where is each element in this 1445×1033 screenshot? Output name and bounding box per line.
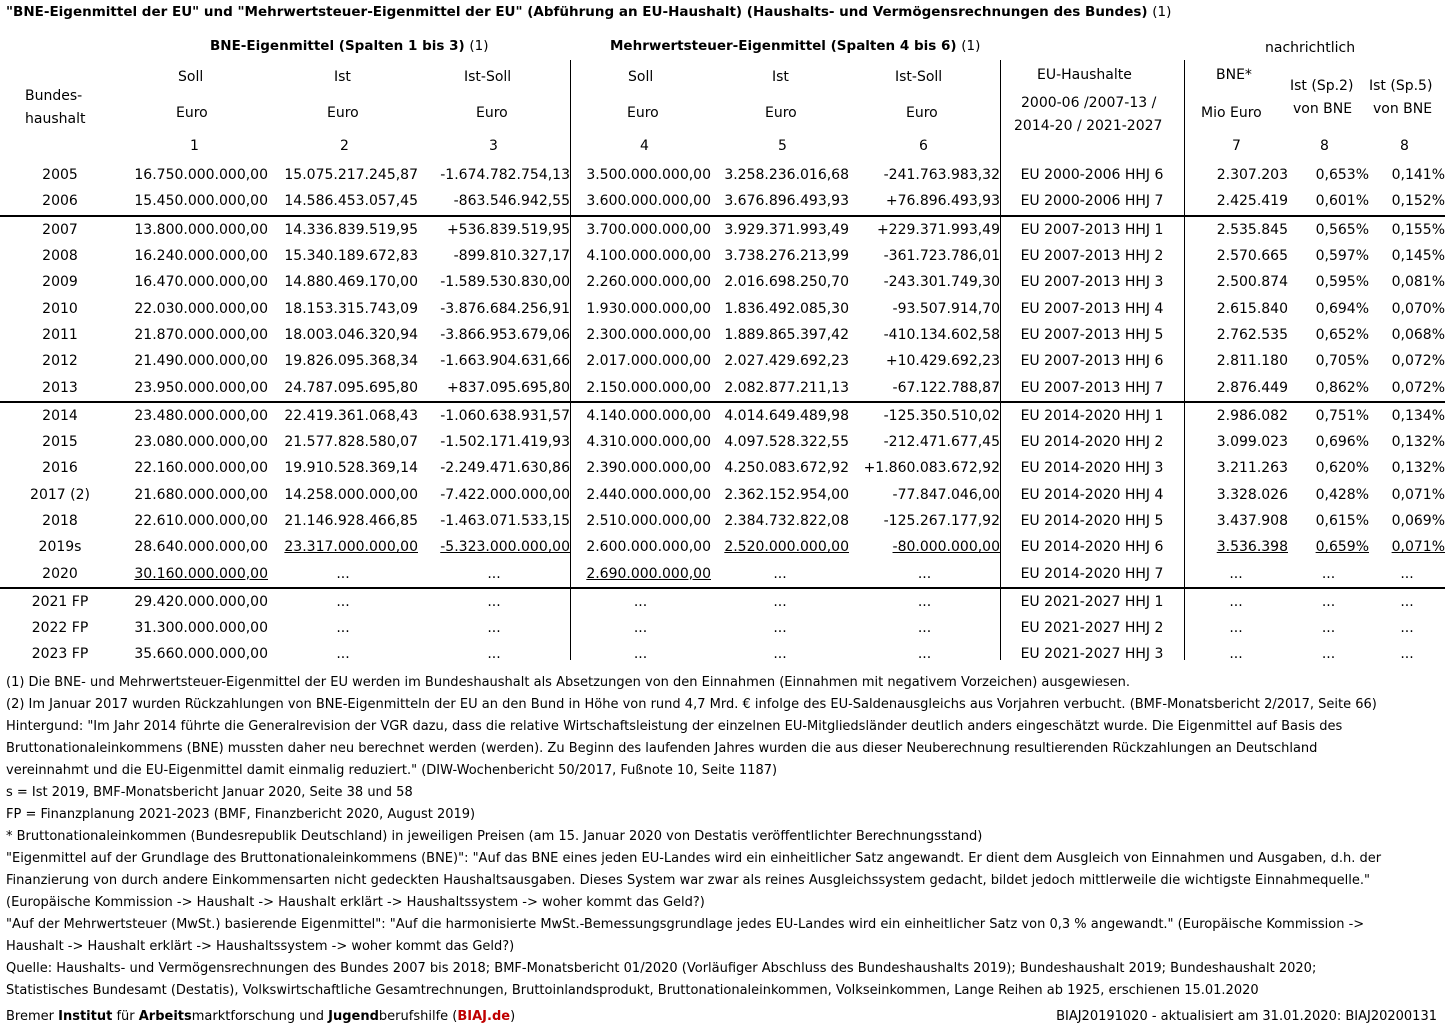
- row-label: 2016: [42, 460, 78, 477]
- table-cell: EU 2021-2027 HHJ 3: [1020, 646, 1164, 663]
- header-euro-4: Euro: [627, 105, 659, 121]
- table-cell: ...: [1288, 588, 1369, 615]
- row-label: 2006: [42, 193, 78, 210]
- row-label: 2018: [42, 513, 78, 529]
- table-cell: 35.660.000.000,00: [134, 646, 268, 663]
- table-cell: -7.422.000.000,00: [440, 486, 570, 503]
- table-cell: 0,620%: [1315, 460, 1369, 477]
- header-colnum-7: 7: [1232, 138, 1241, 154]
- table-cell: 31.300.000.000,00: [134, 620, 268, 637]
- table-row: [0, 534, 1445, 560]
- table-cell: EU 2007-2013 HHJ 2: [1020, 248, 1164, 265]
- footnote-line: s = Ist 2019, BMF-Monatsbericht Januar 2020, Seite 38 und 58: [6, 785, 413, 800]
- table-cell: 0,068%: [1391, 326, 1445, 343]
- table-cell: ...: [773, 565, 787, 582]
- table-row: [0, 188, 1445, 215]
- table-cell: 21.680.000.000,00: [134, 486, 268, 503]
- table-cell: 2.520.000.000,00: [724, 539, 849, 556]
- table-cell: EU 2007-2013 HHJ 6: [1020, 353, 1164, 370]
- table-cell: -212.471.677,45: [883, 434, 1000, 451]
- table-cell: 0,653%: [1315, 167, 1369, 184]
- page-title: "BNE-Eigenmittel der EU" und "Mehrwertsteuer-Eigenmittel der EU" (Abführung an EU-Haushalt) (Haushalts- und Vermögensrechnungen des Bundes) (1): [6, 4, 1172, 20]
- table-cell: 0,132%: [1391, 434, 1445, 451]
- header-eu-periods-2: 2014-20 / 2021-2027: [1014, 118, 1163, 134]
- table-cell: ...: [773, 620, 787, 637]
- table-cell: -3.876.684.256,91: [440, 300, 570, 317]
- footnotes: [6, 672, 1438, 1002]
- row-label: 2012: [42, 353, 78, 370]
- table-cell: 21.490.000.000,00: [134, 353, 268, 370]
- table-row: [0, 615, 1445, 641]
- table-cell: +10.429.692,23: [885, 353, 1000, 370]
- header-von-bne-2: von BNE: [1373, 101, 1433, 117]
- table-cell: EU 2007-2013 HHJ 3: [1020, 274, 1164, 291]
- table-cell: 0,132%: [1391, 460, 1445, 477]
- group-header-bne: BNE-Eigenmittel (Spalten 1 bis 3) (1): [210, 38, 489, 54]
- table-cell: 2.425.419: [1216, 193, 1288, 210]
- footnote-line: vereinnahmt und die EU-Eigenmittel damit einmalig reduziert." (DIW-Wochenbericht 50/2017, Fußnote 10, Seite 1187): [6, 763, 778, 778]
- table-cell: 14.880.469.170,00: [284, 274, 418, 291]
- header-ist-5: Ist: [772, 69, 789, 85]
- table-cell: 0,597%: [1315, 248, 1369, 265]
- table-cell: ...: [633, 620, 648, 637]
- header-colnum-2: 2: [340, 138, 349, 154]
- table-cell: 30.160.000.000,00: [134, 565, 268, 582]
- table-cell: 24.787.095.695,80: [284, 379, 418, 396]
- table-cell: ...: [1321, 565, 1336, 582]
- header-euro-5: Euro: [765, 105, 797, 121]
- table-row: [0, 374, 1445, 401]
- footnote-line: Statistisches Bundesamt (Destatis), Volkswirtschaftliche Gesamtrechnungen, Bruttoinlandsprodukt, Bruttonationaleinkommen, Volkseinkommen, Lange Reihen ab 1925, erschienen 15.01.2020: [6, 983, 1259, 998]
- table-cell: ...: [917, 565, 932, 582]
- table-cell: -5.323.000.000,00: [440, 539, 570, 556]
- header-istsoll-6: Ist-Soll: [895, 69, 943, 85]
- table-cell: 0,428%: [1315, 486, 1369, 503]
- table-row: [0, 295, 1445, 321]
- table-cell: 2.017.000.000,00: [586, 353, 711, 370]
- table-cell: -2.249.471.630,86: [440, 460, 570, 477]
- row-label: 2013: [42, 379, 78, 396]
- table-row: [0, 429, 1445, 455]
- table-cell: 0,696%: [1315, 434, 1369, 451]
- header-colnum-3: 3: [489, 138, 498, 154]
- header-bundeshaushalt-1: Bundes-: [25, 88, 83, 104]
- table-cell: 2.876.449: [1216, 379, 1288, 396]
- table-cell: 15.340.189.672,83: [284, 248, 418, 265]
- table-cell: 0,081%: [1391, 274, 1445, 291]
- table-cell: -1.589.530.830,00: [440, 274, 570, 291]
- row-label: 2019s: [38, 539, 82, 556]
- table-cell: 16.750.000.000,00: [134, 167, 268, 184]
- footer-credit: Bremer Institut für Arbeitsmarktforschung und Jugendberufshilfe (BIAJ.de): [6, 1009, 516, 1024]
- header-colnum-4: 4: [640, 138, 649, 154]
- table-cell: EU 2014-2020 HHJ 2: [1020, 434, 1164, 451]
- table-cell: -1.060.638.931,57: [418, 402, 570, 429]
- table-cell: 4.140.000.000,00: [570, 402, 711, 429]
- table-cell: -1.502.171.419,93: [440, 434, 570, 451]
- table-cell: 0,141%: [1391, 167, 1445, 184]
- footnote-line: Hintergund: "Im Jahr 2014 führte die Generalrevision der VGR dazu, dass die relative Wirtschaftsleistung der einzelnen EU-Mitgliedsländer deutlich anders eingeschätzt wurde. Die Eigenmittel auf Basis des: [6, 719, 1343, 734]
- table-cell: 22.419.361.068,43: [268, 402, 418, 429]
- table-cell: 1.836.492.085,30: [724, 300, 849, 317]
- table-cell: -80.000.000,00: [892, 539, 1000, 556]
- row-label: 2014: [0, 402, 120, 429]
- table-cell: 2.390.000.000,00: [586, 460, 711, 477]
- table-cell: -3.866.953.679,06: [440, 326, 570, 343]
- row-label: 2005: [42, 167, 78, 184]
- table-row: [0, 402, 1445, 429]
- header-eu-periods-1: 2000-06 /2007-13 /: [1021, 95, 1157, 111]
- table-cell: 3.099.023: [1216, 434, 1288, 451]
- table-cell: ...: [336, 565, 350, 582]
- table-cell: ...: [487, 565, 501, 582]
- table-cell: ...: [336, 646, 350, 663]
- table-cell: EU 2007-2013 HHJ 4: [1020, 300, 1164, 317]
- table-cell: 2.027.429.692,23: [724, 353, 849, 370]
- header-colnum-8b: 8: [1400, 138, 1409, 154]
- table-cell: ...: [1400, 620, 1414, 637]
- table-cell: ...: [487, 620, 501, 637]
- table-cell: 14.258.000.000,00: [284, 486, 418, 503]
- table-cell: +1.860.083.672,92: [863, 460, 1000, 477]
- header-istsoll-3: Ist-Soll: [464, 69, 512, 85]
- table-cell: ...: [711, 588, 849, 615]
- table-cell: 3.700.000.000,00: [570, 216, 711, 243]
- table-cell: 3.676.896.493,93: [724, 193, 849, 210]
- footnote-line: Haushalt -> Haushalt erklärt -> Haushaltssystem -> woher kommt das Geld?): [6, 939, 515, 954]
- table-row: [0, 588, 1445, 615]
- table-cell: ...: [1321, 620, 1336, 637]
- table-row: [0, 348, 1445, 374]
- footnote-line: "Eigenmittel auf der Grundlage des Bruttonationaleinkommens (BNE)": "Auf das BNE eines jeden EU-Landes wird ein einheitlicher Satz angewandt. Er dient dem Ausgleich von Einnahmen und Ausgaben, d.h. der: [6, 851, 1382, 866]
- table-cell: ...: [849, 588, 1000, 615]
- table-cell: 2.600.000.000,00: [586, 539, 711, 556]
- table-cell: +76.896.493,93: [885, 193, 1000, 210]
- header-ist-2: Ist: [334, 69, 351, 85]
- header-mio-euro: Mio Euro: [1201, 105, 1262, 121]
- table-cell: 14.336.839.519,95: [268, 216, 418, 243]
- table-cell: 1.889.865.397,42: [724, 326, 849, 343]
- table-cell: ...: [268, 588, 418, 615]
- table-cell: 23.950.000.000,00: [134, 379, 268, 396]
- header-colnum-1: 1: [190, 138, 199, 154]
- table-cell: 23.080.000.000,00: [134, 434, 268, 451]
- table-cell: 2.384.732.822,08: [724, 513, 849, 529]
- table-cell: 3.536.398: [1216, 539, 1288, 556]
- table-cell: 22.610.000.000,00: [134, 513, 268, 529]
- table-cell: ...: [917, 646, 932, 663]
- table-cell: +229.371.993,49: [849, 216, 1000, 243]
- row-label: 2011: [42, 326, 78, 343]
- table-cell: EU 2014-2020 HHJ 7: [1020, 565, 1164, 582]
- table-cell: -1.674.782.754,13: [440, 167, 570, 184]
- footnote-line: "Auf der Mehrwertsteuer (MwSt.) basierende Eigenmittel": "Auf die harmonisierte MwSt.-Bemessungsgrundlage jedes EU-Landes wird ein einheitlicher Satz von 0,3 % angewandt." (Europäische Kommission ->: [6, 917, 1365, 932]
- table-cell: 2.082.877.211,13: [724, 379, 849, 396]
- table-cell: -125.267.177,92: [883, 513, 1000, 529]
- header-euro-6: Euro: [906, 105, 938, 121]
- table-cell: 2.307.203: [1216, 167, 1288, 184]
- table-row: [0, 243, 1445, 269]
- table-cell: EU 2000-2006 HHJ 7: [1020, 193, 1164, 210]
- table-cell: +837.095.695,80: [446, 379, 570, 396]
- table-cell: 0,070%: [1391, 300, 1445, 317]
- table-cell: 16.240.000.000,00: [134, 248, 268, 265]
- table-cell: 0,659%: [1315, 539, 1369, 556]
- table-cell: 3.738.276.213,99: [724, 248, 849, 265]
- table-row: [0, 560, 1445, 587]
- footnote-line: Finanzierung von durch andere Einkommensarten nicht gedeckten Haushaltsausgaben. Dieses System war zwar als reines Ausgleichssystem gedacht, bildet jedoch mittlerweile die wichtigste Einnahmequelle.": [6, 873, 1371, 888]
- footnote-line: Quelle: Haushalts- und Vermögensrechnungen des Bundes 2007 bis 2018; BMF-Monatsbericht 01/2020 (Vorläufiger Abschluss des Bundeshaushalts 2019); Bundeshaushalt 2019; Bundeshaushalt 2020;: [6, 961, 1317, 976]
- header-euro-3: Euro: [476, 105, 508, 121]
- table-cell: 23.480.000.000,00: [120, 402, 268, 429]
- table-row: [0, 455, 1445, 481]
- table-cell: EU 2021-2027 HHJ 1: [1000, 588, 1184, 615]
- row-label: 2015: [42, 434, 78, 451]
- table-cell: ...: [418, 588, 570, 615]
- table-cell: 2.016.698.250,70: [724, 274, 849, 291]
- table-cell: ...: [570, 588, 711, 615]
- table-cell: -241.763.983,32: [883, 167, 1000, 184]
- table-cell: 0,071%: [1391, 486, 1445, 503]
- table-cell: 13.800.000.000,00: [120, 216, 268, 243]
- table-cell: 0,705%: [1315, 353, 1369, 370]
- table-cell: EU 2007-2013 HHJ 7: [1020, 379, 1164, 396]
- header-euro-1: Euro: [176, 105, 208, 121]
- table-cell: 16.470.000.000,00: [134, 274, 268, 291]
- table-cell: 14.586.453.057,45: [284, 193, 418, 210]
- table-row: [0, 641, 1445, 667]
- row-label: 2007: [0, 216, 120, 243]
- table-cell: 3.437.908: [1216, 513, 1288, 529]
- table-cell: 0,134%: [1369, 402, 1445, 429]
- table-row: [0, 162, 1445, 188]
- table-cell: 19.826.095.368,34: [284, 353, 418, 370]
- table-cell: 2.986.082: [1184, 402, 1288, 429]
- table-cell: 2.440.000.000,00: [586, 486, 711, 503]
- table-cell: -899.810.327,17: [453, 248, 570, 265]
- row-label: 2009: [42, 274, 78, 291]
- table-cell: 21.146.928.466,85: [284, 513, 418, 529]
- header-euro-2: Euro: [327, 105, 359, 121]
- table-cell: ...: [1400, 565, 1414, 582]
- table-cell: EU 2000-2006 HHJ 6: [1020, 167, 1164, 184]
- table-cell: -77.847.046,00: [892, 486, 1000, 503]
- table-cell: 29.420.000.000,00: [120, 588, 268, 615]
- table-cell: 0,155%: [1369, 216, 1445, 243]
- table-cell: -863.546.942,55: [453, 193, 570, 210]
- table-cell: 18.003.046.320,94: [284, 326, 418, 343]
- table-cell: 21.577.828.580,07: [284, 434, 418, 451]
- header-soll-1: Soll: [178, 69, 204, 85]
- table-cell: 23.317.000.000,00: [284, 539, 418, 556]
- table-cell: 0,565%: [1288, 216, 1369, 243]
- header-bne-star: BNE*: [1216, 67, 1252, 83]
- footnote-line: (2) Im Januar 2017 wurden Rückzahlungen von BNE-Eigenmitteln der EU an den Bund in Höhe von rund 4,7 Mrd. € infolge des EU-Saldenausgleichs aus Vorjahren verbucht. (BMF-Monatsbericht 2/2017, Seite 66): [6, 697, 1377, 712]
- table-cell: 4.310.000.000,00: [586, 434, 711, 451]
- footer-reference: BIAJ20191020 - aktualisiert am 31.01.2020: BIAJ20200131: [1056, 1009, 1437, 1024]
- table-cell: 3.258.236.016,68: [724, 167, 849, 184]
- header-ist-sp2: Ist (Sp.2): [1290, 78, 1354, 94]
- table-cell: -410.134.602,58: [883, 326, 1000, 343]
- table-cell: 2.570.665: [1216, 248, 1288, 265]
- group-header-nachrichtlich: nachrichtlich: [1265, 40, 1356, 56]
- header-ist-sp5: Ist (Sp.5): [1369, 78, 1433, 94]
- biaj-link[interactable]: BIAJ.de: [457, 1009, 511, 1024]
- row-label: 2023 FP: [31, 646, 89, 663]
- table-cell: 1.930.000.000,00: [586, 300, 711, 317]
- table-cell: -1.663.904.631,66: [440, 353, 570, 370]
- table-cell: 0,601%: [1315, 193, 1369, 210]
- row-label: 2008: [42, 248, 78, 265]
- table-cell: 2.615.840: [1216, 300, 1288, 317]
- group-header-mwst: Mehrwertsteuer-Eigenmittel (Spalten 4 bis 6) (1): [610, 38, 981, 54]
- table-cell: 0,751%: [1288, 402, 1369, 429]
- table-cell: 4.250.083.672,92: [724, 460, 849, 477]
- table-cell: ...: [1229, 565, 1243, 582]
- table-cell: -1.463.071.533,15: [440, 513, 570, 529]
- table-cell: 0,072%: [1391, 379, 1445, 396]
- table-cell: 2.260.000.000,00: [586, 274, 711, 291]
- footnote-line: Bruttonationaleinkommens (BNE) mussten daher neu berechnet werden (werden). Zu Beginn des laufenden Jahres wurden die aus dieser Neuberechnung resultierenden Rückzahlungen an Deutschland: [6, 741, 1318, 756]
- row-label: 2017 (2): [30, 486, 90, 503]
- footnote-line: (Europäische Kommission -> Haushalt -> Haushalt erklärt -> Haushaltssystem -> woher kommt das Geld?): [6, 895, 705, 910]
- table-cell: EU 2014-2020 HHJ 4: [1020, 486, 1164, 503]
- header-eu-haushalte: EU-Haushalte: [1037, 67, 1132, 83]
- table-cell: ...: [773, 646, 787, 663]
- table-cell: 3.211.263: [1216, 460, 1288, 477]
- table-cell: EU 2014-2020 HHJ 5: [1020, 513, 1164, 529]
- table-cell: ...: [1321, 646, 1336, 663]
- table-cell: 21.870.000.000,00: [134, 326, 268, 343]
- table-cell: 0,595%: [1315, 274, 1369, 291]
- header-von-bne-1: von BNE: [1293, 101, 1353, 117]
- table-cell: 0,862%: [1315, 379, 1369, 396]
- table-cell: ...: [336, 620, 350, 637]
- row-label: 2020: [42, 565, 78, 582]
- table-row: [0, 216, 1445, 243]
- table-cell: 3.328.026: [1216, 486, 1288, 503]
- table-cell: 28.640.000.000,00: [134, 539, 268, 556]
- table-cell: EU 2007-2013 HHJ 1: [1000, 216, 1184, 243]
- table-cell: 2.690.000.000,00: [586, 565, 711, 582]
- table-cell: 22.160.000.000,00: [134, 460, 268, 477]
- table-cell: 0,615%: [1315, 513, 1369, 529]
- table-cell: -67.122.788,87: [892, 379, 1000, 396]
- table-cell: 2.300.000.000,00: [586, 326, 711, 343]
- table-cell: 22.030.000.000,00: [134, 300, 268, 317]
- table-cell: 15.075.217.245,87: [284, 167, 418, 184]
- table-cell: EU 2014-2020 HHJ 1: [1000, 402, 1184, 429]
- table-cell: 0,694%: [1315, 300, 1369, 317]
- table-cell: ...: [1229, 620, 1243, 637]
- table-cell: ...: [1400, 646, 1414, 663]
- table-cell: 2.510.000.000,00: [586, 513, 711, 529]
- table-cell: EU 2007-2013 HHJ 5: [1020, 326, 1164, 343]
- table-cell: 0,071%: [1391, 539, 1445, 556]
- table-cell: ...: [633, 646, 648, 663]
- table-cell: 15.450.000.000,00: [134, 193, 268, 210]
- header-soll-4: Soll: [628, 69, 654, 85]
- table-cell: 0,145%: [1391, 248, 1445, 265]
- table-cell: 0,072%: [1391, 353, 1445, 370]
- table-cell: EU 2014-2020 HHJ 3: [1020, 460, 1164, 477]
- table-cell: 4.014.649.489,98: [711, 402, 849, 429]
- table-cell: EU 2021-2027 HHJ 2: [1020, 620, 1164, 637]
- table-cell: ...: [1184, 588, 1288, 615]
- table-row: [0, 482, 1445, 508]
- footnote-line: (1) Die BNE- und Mehrwertsteuer-Eigenmittel der EU werden im Bundeshaushalt als Absetzungen von den Einnahmen (Einnahmen mit negativem Vorzeichen) ausgewiesen.: [6, 675, 1131, 690]
- table-cell: 2.535.845: [1184, 216, 1288, 243]
- table-cell: ...: [917, 620, 932, 637]
- table-cell: 2.362.152.954,00: [724, 486, 849, 503]
- table-cell: ...: [1229, 646, 1243, 663]
- table-cell: ...: [487, 646, 501, 663]
- table-cell: -93.507.914,70: [892, 300, 1000, 317]
- header-colnum-5: 5: [778, 138, 787, 154]
- table-cell: 2.762.535: [1216, 326, 1288, 343]
- table-cell: 0,069%: [1391, 513, 1445, 529]
- table-cell: -243.301.749,30: [883, 274, 1000, 291]
- table-cell: 3.929.371.993,49: [711, 216, 849, 243]
- row-label: 2022 FP: [31, 620, 89, 637]
- table-cell: 0,652%: [1315, 326, 1369, 343]
- table-row: [0, 508, 1445, 534]
- table-cell: -125.350.510,02: [849, 402, 1000, 429]
- table-cell: +536.839.519,95: [418, 216, 570, 243]
- table-cell: 4.097.528.322,55: [724, 434, 849, 451]
- data-table: [0, 162, 1445, 668]
- table-cell: 2.500.874: [1216, 274, 1288, 291]
- header-colnum-8a: 8: [1320, 138, 1329, 154]
- footnote-line: * Bruttonationaleinkommen (Bundesrepublik Deutschland) in jeweiligen Preisen (am 15. Januar 2020 von Destatis veröffentlichter Berechnungsstand): [6, 829, 983, 844]
- table-cell: 2.811.180: [1216, 353, 1288, 370]
- table-cell: 4.100.000.000,00: [586, 248, 711, 265]
- table-cell: 19.910.528.369,14: [284, 460, 418, 477]
- row-label: 2021 FP: [0, 588, 120, 615]
- table-row: [0, 269, 1445, 295]
- header-bundeshaushalt-2: haushalt: [25, 111, 86, 127]
- table-cell: 3.600.000.000,00: [586, 193, 711, 210]
- table-cell: EU 2014-2020 HHJ 6: [1020, 539, 1164, 556]
- table-cell: ...: [1369, 588, 1445, 615]
- table-row: [0, 322, 1445, 348]
- row-label: 2010: [42, 300, 78, 317]
- footnote-line: FP = Finanzplanung 2021-2023 (BMF, Finanzbericht 2020, August 2019): [6, 807, 476, 822]
- table-cell: 0,152%: [1391, 193, 1445, 210]
- table-cell: 18.153.315.743,09: [284, 300, 418, 317]
- table-cell: 2.150.000.000,00: [586, 379, 711, 396]
- table-cell: 3.500.000.000,00: [586, 167, 711, 184]
- header-colnum-6: 6: [919, 138, 928, 154]
- table-cell: -361.723.786,01: [883, 248, 1000, 265]
